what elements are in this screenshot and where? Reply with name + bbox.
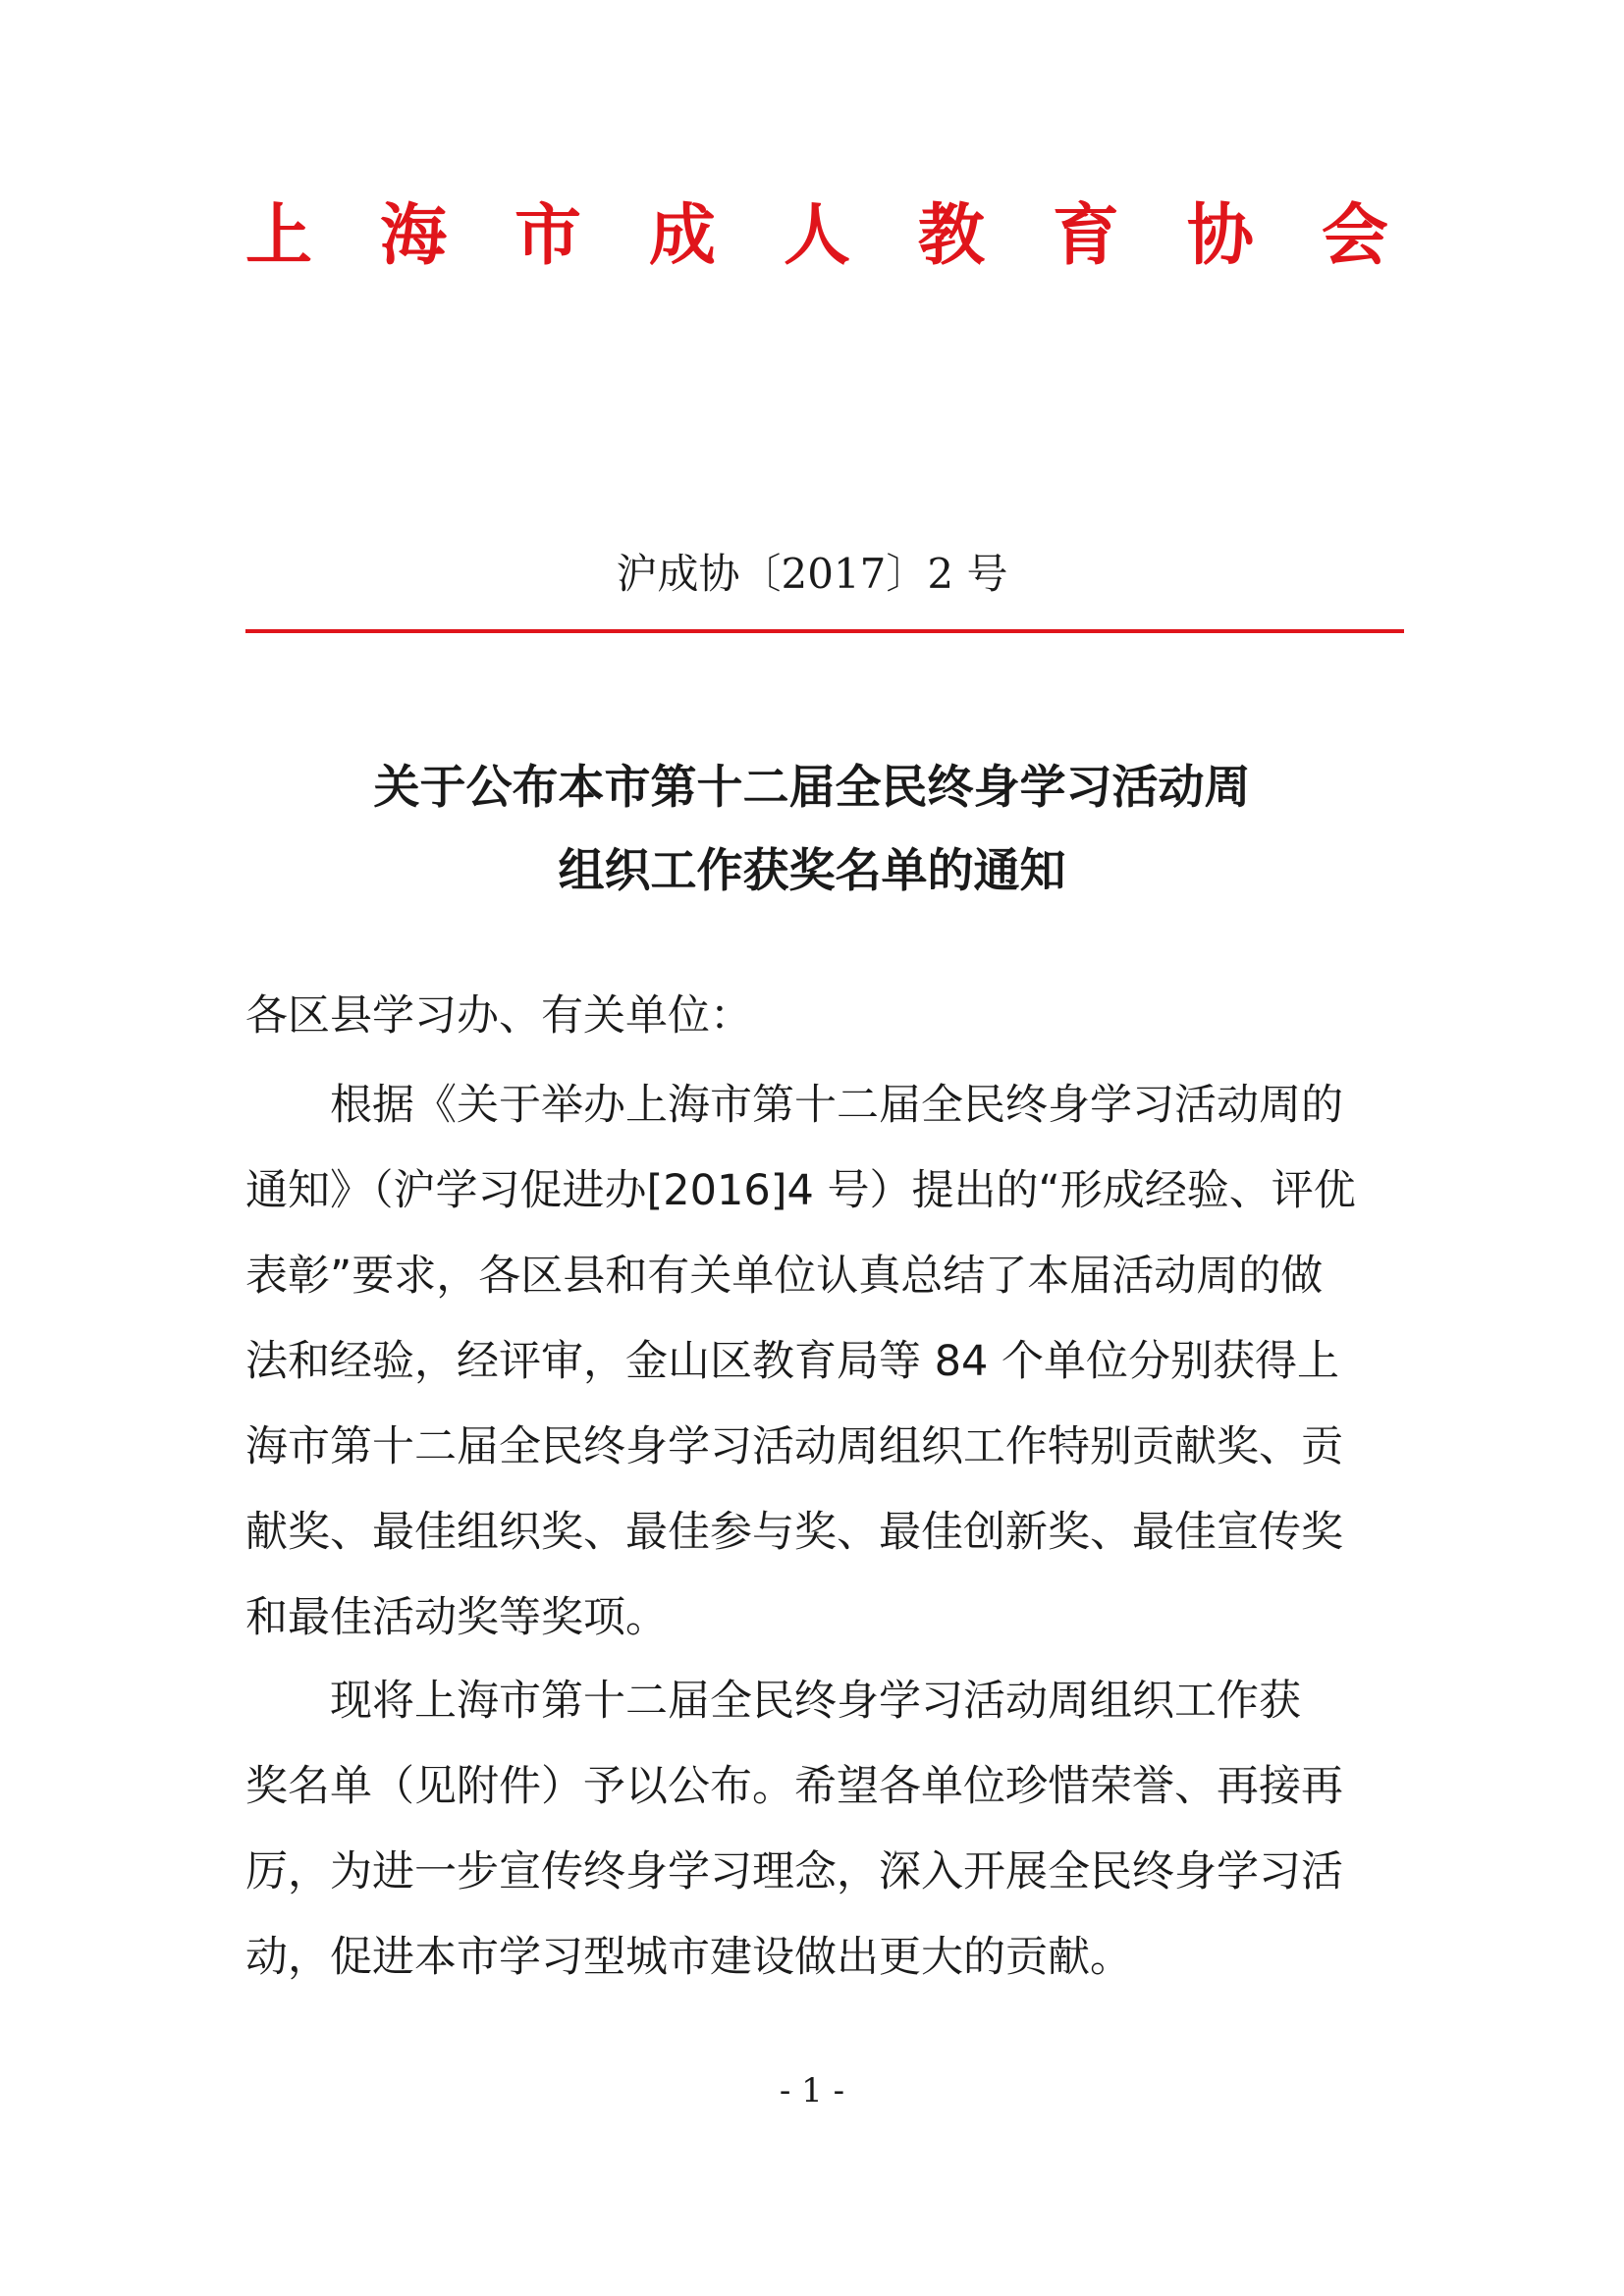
- paragraph-line: 根据《关于举办上海市第十二届全民终身学习活动周的: [245, 1081, 1343, 1130]
- org-char: 海: [379, 196, 447, 275]
- page-number: - 1 -: [779, 2071, 845, 2110]
- issuing-organization-header: [245, 196, 1388, 275]
- body-paragraph-1: [245, 1063, 1394, 1661]
- paragraph-line: 现将上海市第十二届全民终身学习活动周组织工作获: [245, 1677, 1301, 1726]
- body-paragraph-2: [245, 1659, 1394, 2001]
- org-char: 上: [245, 196, 313, 275]
- paragraph-line: 厉，为进一步宣传终身学习理念，深入开展全民终身学习活: [245, 1847, 1343, 1896]
- paragraph-line: 献奖、最佳组织奖、最佳参与奖、最佳创新奖、最佳宣传奖: [245, 1508, 1343, 1557]
- paragraph-line: 海市第十二届全民终身学习活动周组织工作特别贡献奖、贡: [245, 1422, 1343, 1471]
- org-char: 教: [917, 196, 985, 275]
- title-line-2: 组织工作获奖名单的通知: [558, 844, 1066, 898]
- paragraph-line: 奖名单（见附件）予以公布。希望各单位珍惜荣誉、再接再: [245, 1762, 1343, 1811]
- org-char: 人: [783, 196, 850, 275]
- paragraph-line: 和最佳活动奖等奖项。: [245, 1593, 668, 1642]
- title-line-1: 关于公布本市第十二届全民终身学习活动周: [373, 761, 1251, 815]
- paragraph-line: 动，促进本市学习型城市建设做出更大的贡献。: [245, 1933, 1132, 1982]
- red-divider-line: [245, 629, 1404, 633]
- org-char: 成: [648, 196, 716, 275]
- notice-title: [0, 746, 1624, 913]
- org-char: 育: [1052, 196, 1119, 275]
- org-char: 市: [514, 196, 581, 275]
- salutation: 各区县学习办、有关单位：: [245, 991, 752, 1041]
- paragraph-line: 表彰”要求，各区县和有关单位认真总结了本届活动周的做: [245, 1252, 1324, 1301]
- paragraph-line: 通知》（沪学习促进办[2016]4 号）提出的“形成经验、评优: [245, 1166, 1356, 1215]
- paragraph-line: 法和经验，经评审，金山区教育局等 84 个单位分别获得上: [245, 1337, 1340, 1386]
- org-char: 会: [1321, 196, 1388, 275]
- document-number: 沪成协〔2017〕2 号: [616, 550, 1008, 598]
- org-char: 协: [1186, 196, 1254, 275]
